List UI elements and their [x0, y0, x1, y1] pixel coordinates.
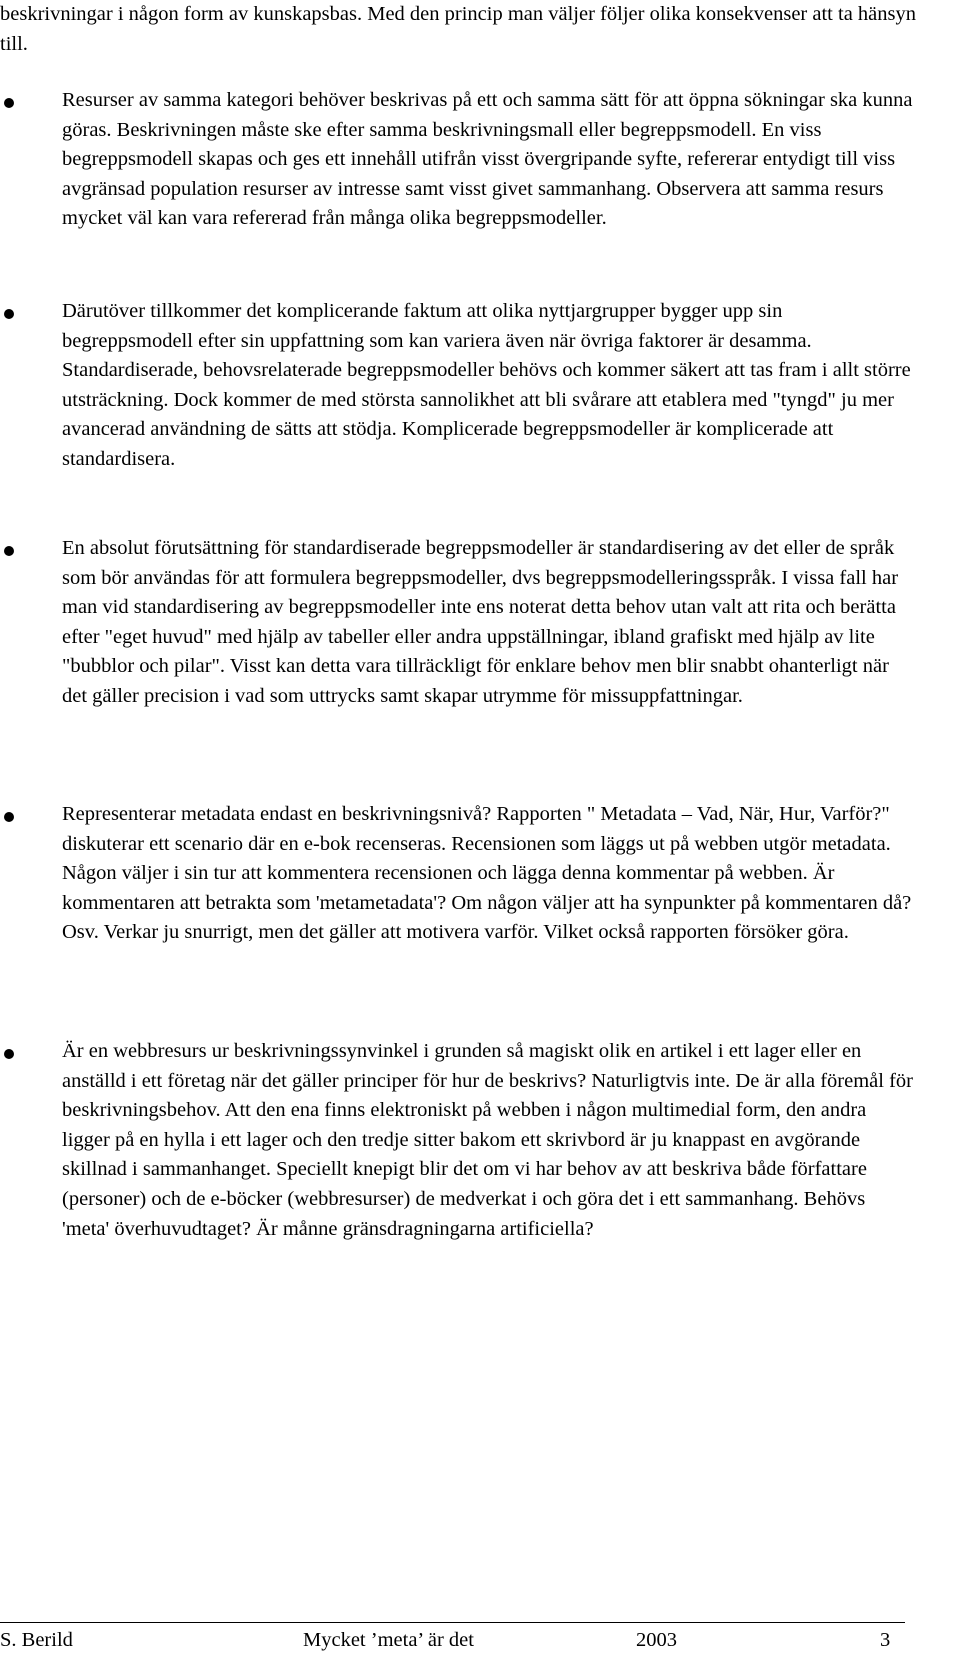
bullet-paragraph-1: Resurser av samma kategori behöver beskrivas på ett och samma sätt för att öppna sökningar ska kunna göras. Beskrivningen måste ske efter samma beskrivningsmall eller begreppsmodell. En viss begreppsmodell skapas och ges ett innehåll utifrån visst övergripande syfte, refererar entydigt till viss avgränsad population resurser av intresse samt visst givet sammanhang. Observera att samma resurs mycket väl kan vara refererad från många olika begreppsmodeller.: [62, 89, 913, 230]
footer-divider: [0, 1622, 905, 1623]
bullet-icon: [4, 546, 14, 556]
bullet-icon: [4, 309, 14, 319]
bullet-paragraph-5: Är en webbresurs ur beskrivningssynvinkel i grunden så magiskt olik en artikel i ett lager eller en anställd i ett företag när det gäller principer för hur de beskrivs? Naturligtvis inte. De är alla föremål för beskrivningsbehov. Att den ena finns elektroniskt på webben i någon multimedial form, den andra ligger på en hylla i ett lager och den tredje sitter bakom ett skrivbord är ju knappast en avgörande skillnad i sammanhanget. Speciellt knepigt blir det om vi har behov av att beskriva både författare (personer) och de e-böcker (webbresurser) de medverkat i och göra det i ett sammanhang. Behövs 'meta' överhuvudtaget? Är månne gränsdragningarna artificiella?: [62, 1040, 913, 1240]
footer-page-number: 3: [880, 1629, 891, 1651]
bullet-icon: [4, 1049, 14, 1059]
footer-title: Mycket ’meta’ är det: [303, 1629, 474, 1651]
bullet-icon: [4, 98, 14, 108]
bullet-paragraph-4: Representerar metadata endast en beskrivningsnivå? Rapporten " Metadata – Vad, När, Hur, Varför?" diskuterar ett scenario där en e-bok recenseras. Recensionen som läggs ut på webben utgör metadata. Någon väljer i sin tur att kommentera recensionen och lägga denna kommentar på webben. Är kommentaren att betrakta som 'metametadata'? Om någon väljer att ha synpunkter på kommentaren då? Osv. Verkar ju snurrigt, men det gäller att motivera varför. Vilket också rapporten försöker göra.: [62, 803, 912, 944]
continuation-paragraph: beskrivningar i någon form av kunskapsbas. Med den princip man väljer följer olika konsekvenser att ta hänsyn till.: [0, 3, 916, 55]
bullet-icon: [4, 812, 14, 822]
bullet-paragraph-3: En absolut förutsättning för standardiserade begreppsmodeller är standardisering av det eller de språk som bör användas för att formulera begreppsmodeller, dvs begreppsmodelleringsspråk. I vissa fall har man vid standardisering av begreppsmodeller inte ens noterat detta behov utan valt att rita och berätta efter "eget huvud" med hjälp av tabeller eller andra uppställningar, ibland grafiskt med hjälp av lite "bubblor och pilar". Visst kan detta vara tillräckligt för enklare behov men blir snabbt ohanterligt när det gäller precision i vad som uttrycks samt skapar utrymme för missuppfattningar.: [62, 537, 899, 707]
footer-year: 2003: [636, 1629, 677, 1651]
bullet-paragraph-2: Därutöver tillkommer det komplicerande faktum att olika nyttjargrupper bygger upp sin begreppsmodell efter sin uppfattning som kan variera även när övriga faktorer är desamma. Standardiserade, behovsrelaterade begreppsmodeller behövs och kommer säkert att tas fram i allt större utsträckning. Dock kommer de med största sannolikhet att bli svårare att etablera med "tyngd" ju mer avancerad användning de sätts att stödja. Komplicerade begreppsmodeller är komplicerade att standardisera.: [62, 300, 911, 470]
footer-author: S. Berild: [0, 1629, 73, 1651]
